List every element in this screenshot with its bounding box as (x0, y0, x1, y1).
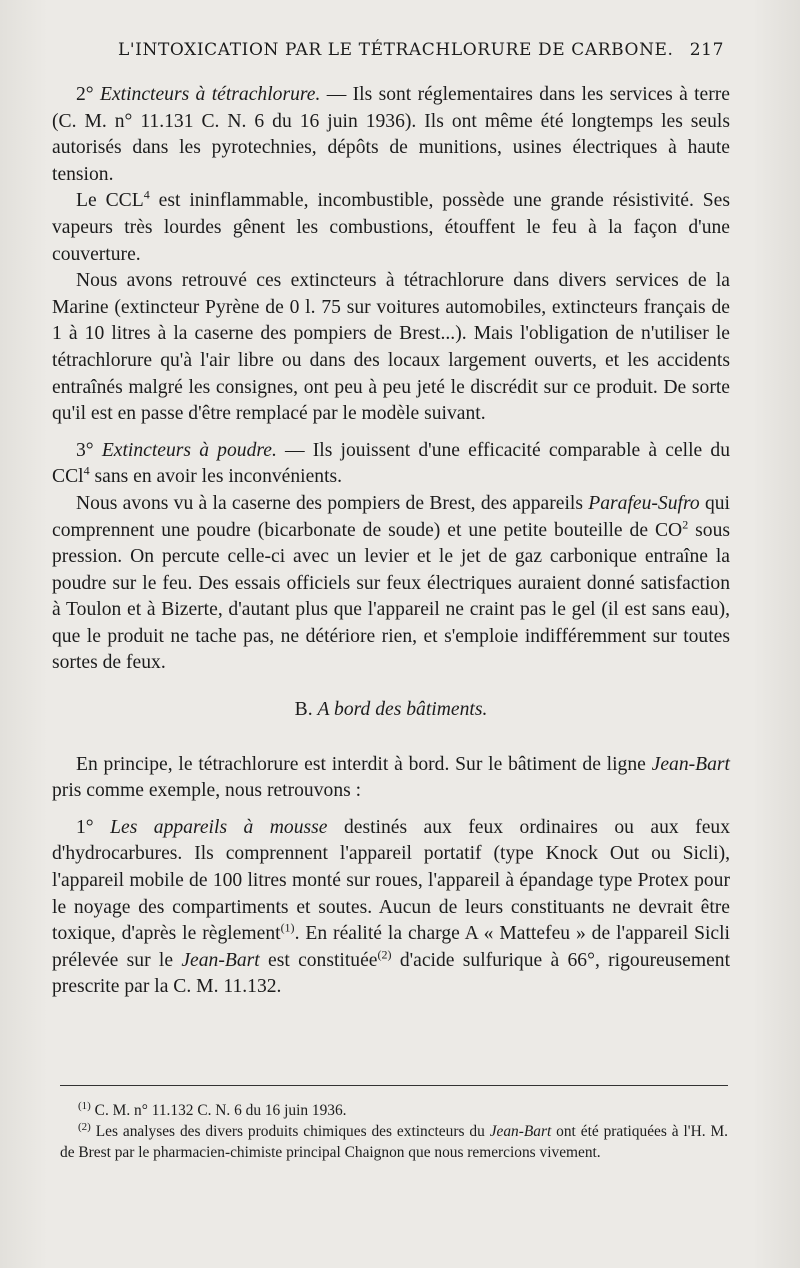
footnotes (60, 1100, 728, 1163)
heading-extincteurs-tetrachlorure: Extincteurs à tétrachlorure. (99, 84, 321, 105)
heading-extincteurs-poudre: Extincteurs à poudre. (101, 439, 277, 461)
paragraph-parafeu: Nous avons vu à la caserne des pompiers de Brest, des appareils Parafeu-Sufro qui comprennent une poudre (bicarbonate de soude) et une petite bouteille de $CO^2$ sous pression. On percute celle-ci avec un levier et le jet de gaz carbonique entraîne la poudre sur le feu. Des essais officiels sur feux électriques auraient donné satisfaction à Toulon et à Bizerte, d'autant plus que l'appareil ne craint pas le gel (il est sans eau), que le produit ne tache pas, ne détériore rien, et s'emploie indifféremment sur toutes sortes de feux. (52, 492, 731, 674)
footnote-1: $^{(1)}$ C. M. n° 11.132 C. N. 6 du 16 juin 1936. (78, 1099, 347, 1119)
footnote-divider (60, 1085, 728, 1086)
footnote-2: $^{(2)}$ Les analyses des divers produits chimiques des extincteurs du Jean-Bart ont été pratiquées à l'H. M. de Brest par le pharmacien-chimiste principal Chaignon que nous remercions vivement. (60, 1120, 728, 1161)
paragraph-extincteurs-poudre: 3° Extincteurs à poudre. — Ils jouissent d'une efficacité comparable à celle du CCl$^4$ sans en avoir les inconvénients. (52, 439, 730, 488)
paragraph-principe: En principe, le tétrachlorure est interdit à bord. Sur le bâtiment de ligne Jean-Bart pris comme exemple, nous retrouvons : (52, 753, 730, 802)
running-title: L'INTOXICATION PAR LE TÉTRACHLORURE DE CARBONE. (118, 40, 674, 60)
paragraph-marine: Nous avons retrouvé ces extincteurs à tétrachlorure dans divers services de la Marine (extincteur Pyrène de 0 l. 75 sur voitures automobiles, extincteurs français de 1 à 10 litres à la caserne des pompiers de Brest...). Mais l'obligation de n'utiliser le tétrachlorure qu'à l'air libre ou dans des locaux largement ouverts, et les accidents entraînés malgré les consignes, ont peu à peu jeté le discrédit sur ce produit. De sorte qu'il est en passe d'être remplacé par le modèle suivant. (52, 270, 730, 425)
main-text (52, 82, 730, 1001)
running-head (118, 40, 724, 60)
paragraph-appareils-mousse: 1° Les appareils à mousse destinés aux feux ordinaires ou aux feux d'hydrocarbures. Ils comprennent l'appareil portatif (type Knock Out ou Sicli), l'appareil mobile de 100 litres monté sur roues, l'appareil à épandage type Protex pour le noyage des compartiments et soutes. Aucun de leurs constituants ne devrait être toxique, d'après le règlement$^{(1)}$. En réalité la charge A « Mattefeu » de l'appareil Sicli prélevée sur le Jean-Bart est constituée$^{(2)}$ d'acide sulfurique à 66°, rigoureusement prescrite par la C. M. 11.132. (52, 816, 731, 998)
paragraph-ccl4: Le CCL$^4$ est ininflammable, incombustible, possède une grande résistivité. Ses vapeurs très lourdes gênent les combustions, étouffent le feu à la façon d'une couverture. (52, 187, 731, 265)
section-heading: B. A bord des bâtiments. (294, 699, 488, 721)
page-number: 217 (689, 40, 724, 60)
paragraph-extincteurs-tetrachlorure: 2° Extincteurs à tétrachlorure. — Ils sont réglementaires dans les services à terre (C. M. n° 11.131 C. N. 6 du 16 juin 1936). Ils ont même été longtemps les seuls autorisés dans les pyrotechnies, dépôts de munitions, usines électriques à haute tension. (52, 84, 730, 185)
heading-appareils-mousse: Les appareils à mousse (110, 816, 328, 838)
footnote-ref-2[interactable]: (2) (377, 947, 392, 962)
footnote-ref-1[interactable]: (1) (280, 920, 295, 935)
